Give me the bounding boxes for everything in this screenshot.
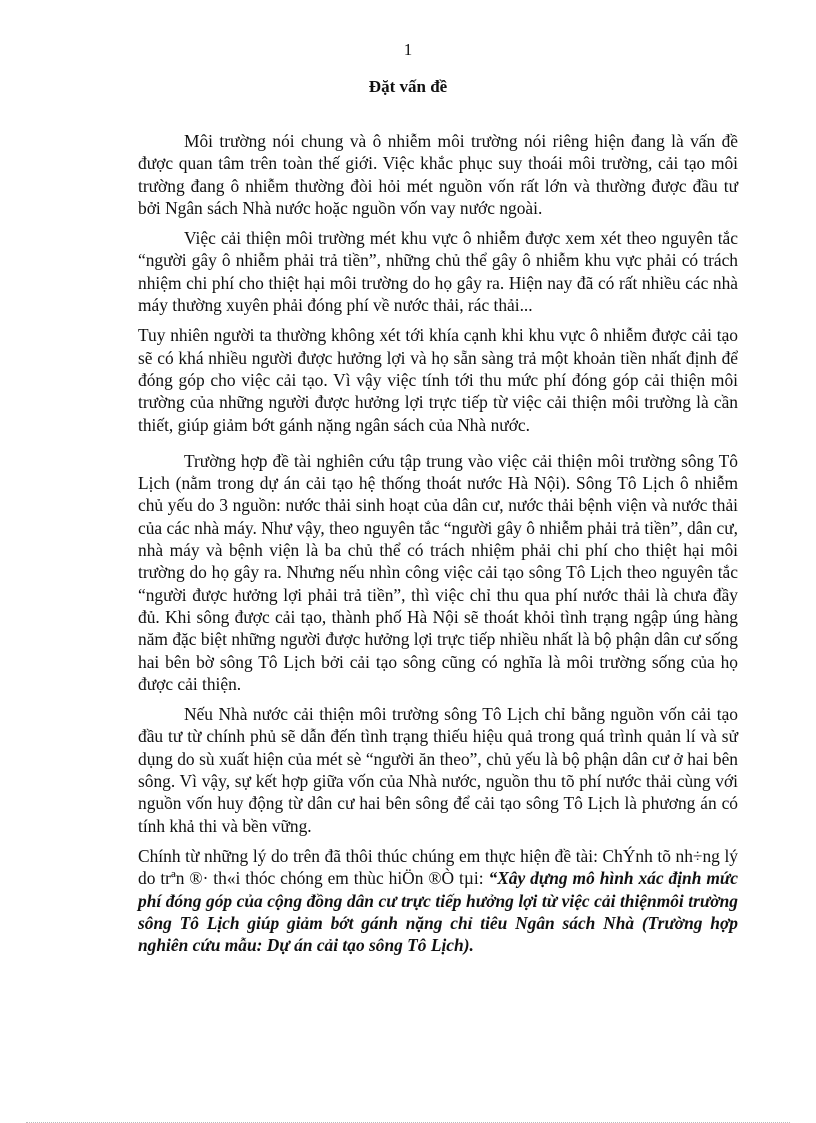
paragraph-1: Môi trường nói chung và ô nhiễm môi trường nói riêng hiện đang là vấn đề được quan tâm trên toàn thế giới. Việc khắc phục suy thoái môi trường, cải tạo môi trường đang ô nhiễm thường đòi hỏi mét nguồn vốn rất lớn và thường được đầu tư bởi Ngân sách Nhà nước hoặc nguồn vốn vay nước ngoài. — [138, 131, 738, 218]
page-title: Đặt vấn đề — [368, 77, 448, 96]
closing-paragraph — [138, 845, 738, 956]
paragraph-2: Việc cải thiện môi trường mét khu vực ô nhiễm được xem xét theo nguyên tắc “người gây ô nhiễm phải trả tiền”, những chủ thể gây ô nhiễm khu vực phải có trách nhiệm chi phí cho thiệt hại môi trường do họ gây ra. Hiện nay đã có rất nhiều các nhà máy thường xuyên phải đóng phí về nước thải, rác thải... — [138, 228, 738, 316]
paragraph-3: Tuy nhiên người ta thường không xét tới khía cạnh khi khu vực ô nhiễm được cải tạo sẽ có khá nhiều người được hưởng lợi và họ sẵn sàng trả một khoản tiền nhất định để đóng góp cho việc cải tạo. Vì vậy việc tính tới thu mức phí đóng góp cải thiện môi trường của những người được hưởng lợi trực tiếp từ việc cải thiện môi trường là cần thiết, giúp giảm bớt gánh nặng ngân sách của Nhà nước. — [138, 325, 738, 435]
closing-intro: Chính từ những lý do trên đã thôi thúc chúng em thực hiện đề tài: ChÝnh tõ nh÷ng lý do trªn ®· th«i thóc chóng em thùc hiÖn ®Ò tµi: — [138, 845, 738, 889]
thesis-title: “Xây dựng mô hình xác định mức phí đóng góp của cộng đồng dân cư trực tiếp hưởng lợi từ việc cải thiệnmôi trường sông Tô Lịch giúp giảm bớt gánh nặng chỉ tiêu Ngân sách Nhà (Trường hợp nghiên cứu mẫu: Dự án cải tạo sông Tô Lịch). — [138, 868, 738, 956]
document-body — [138, 130, 738, 964]
paragraph-4: Trường hợp đề tài nghiên cứu tập trung vào việc cải thiện môi trường sông Tô Lịch (nằm trong dự án cải tạo hệ thống thoát nước Hà Nội). Sông Tô Lịch ô nhiễm chủ yếu do 3 nguồn: nước thải sinh hoạt của dân cư, nước thải bệnh viện và nước thải của các nhà máy. Như vậy, theo nguyên tắc “người gây ô nhiễm phải trả tiền”, dân cư, nhà máy và bệnh viện là ba chủ thể có trách nhiệm phải chi phí cho thiệt hại môi trường do họ gây ra. Nhưng nếu nhìn công việc cải tạo sông Tô Lịch theo nguyên tắc “người được hưởng lợi phải trả tiền”, thì việc chỉ thu qua phí nước thải là chưa đầy đủ. Khi sông được cải tạo, thành phố Hà Nội sẽ thoát khỏi tình trạng ngập úng hàng năm đặc biệt những người được hưởng lợi trực tiếp nhiều nhất là bộ phận dân cư sống hai bên bờ sông Tô Lịch bởi cải tạo sông cũng có nghĩa là môi trường sống của họ được cải thiện. — [138, 450, 738, 694]
page-number: 1 — [403, 40, 413, 59]
paragraph-5: Nếu Nhà nước cải thiện môi trường sông Tô Lịch chỉ bằng nguồn vốn cải tạo đầu tư từ chính phủ sẽ dẫn đến tình trạng thiếu hiệu quả trong quá trình quản lí và sử dụng do sù xuất hiện của mét sè “người ăn theo”, chủ yếu là bộ phận dân cư ở hai bên sông. Vì vậy, sự kết hợp giữa vốn của Nhà nước, nguồn thu tõ phí nước thải cùng với nguồn vốn huy động từ dân cư hai bên sông để cải tạo sông Tô Lịch là phương án có tính khả thi và bền vững. — [138, 704, 738, 836]
